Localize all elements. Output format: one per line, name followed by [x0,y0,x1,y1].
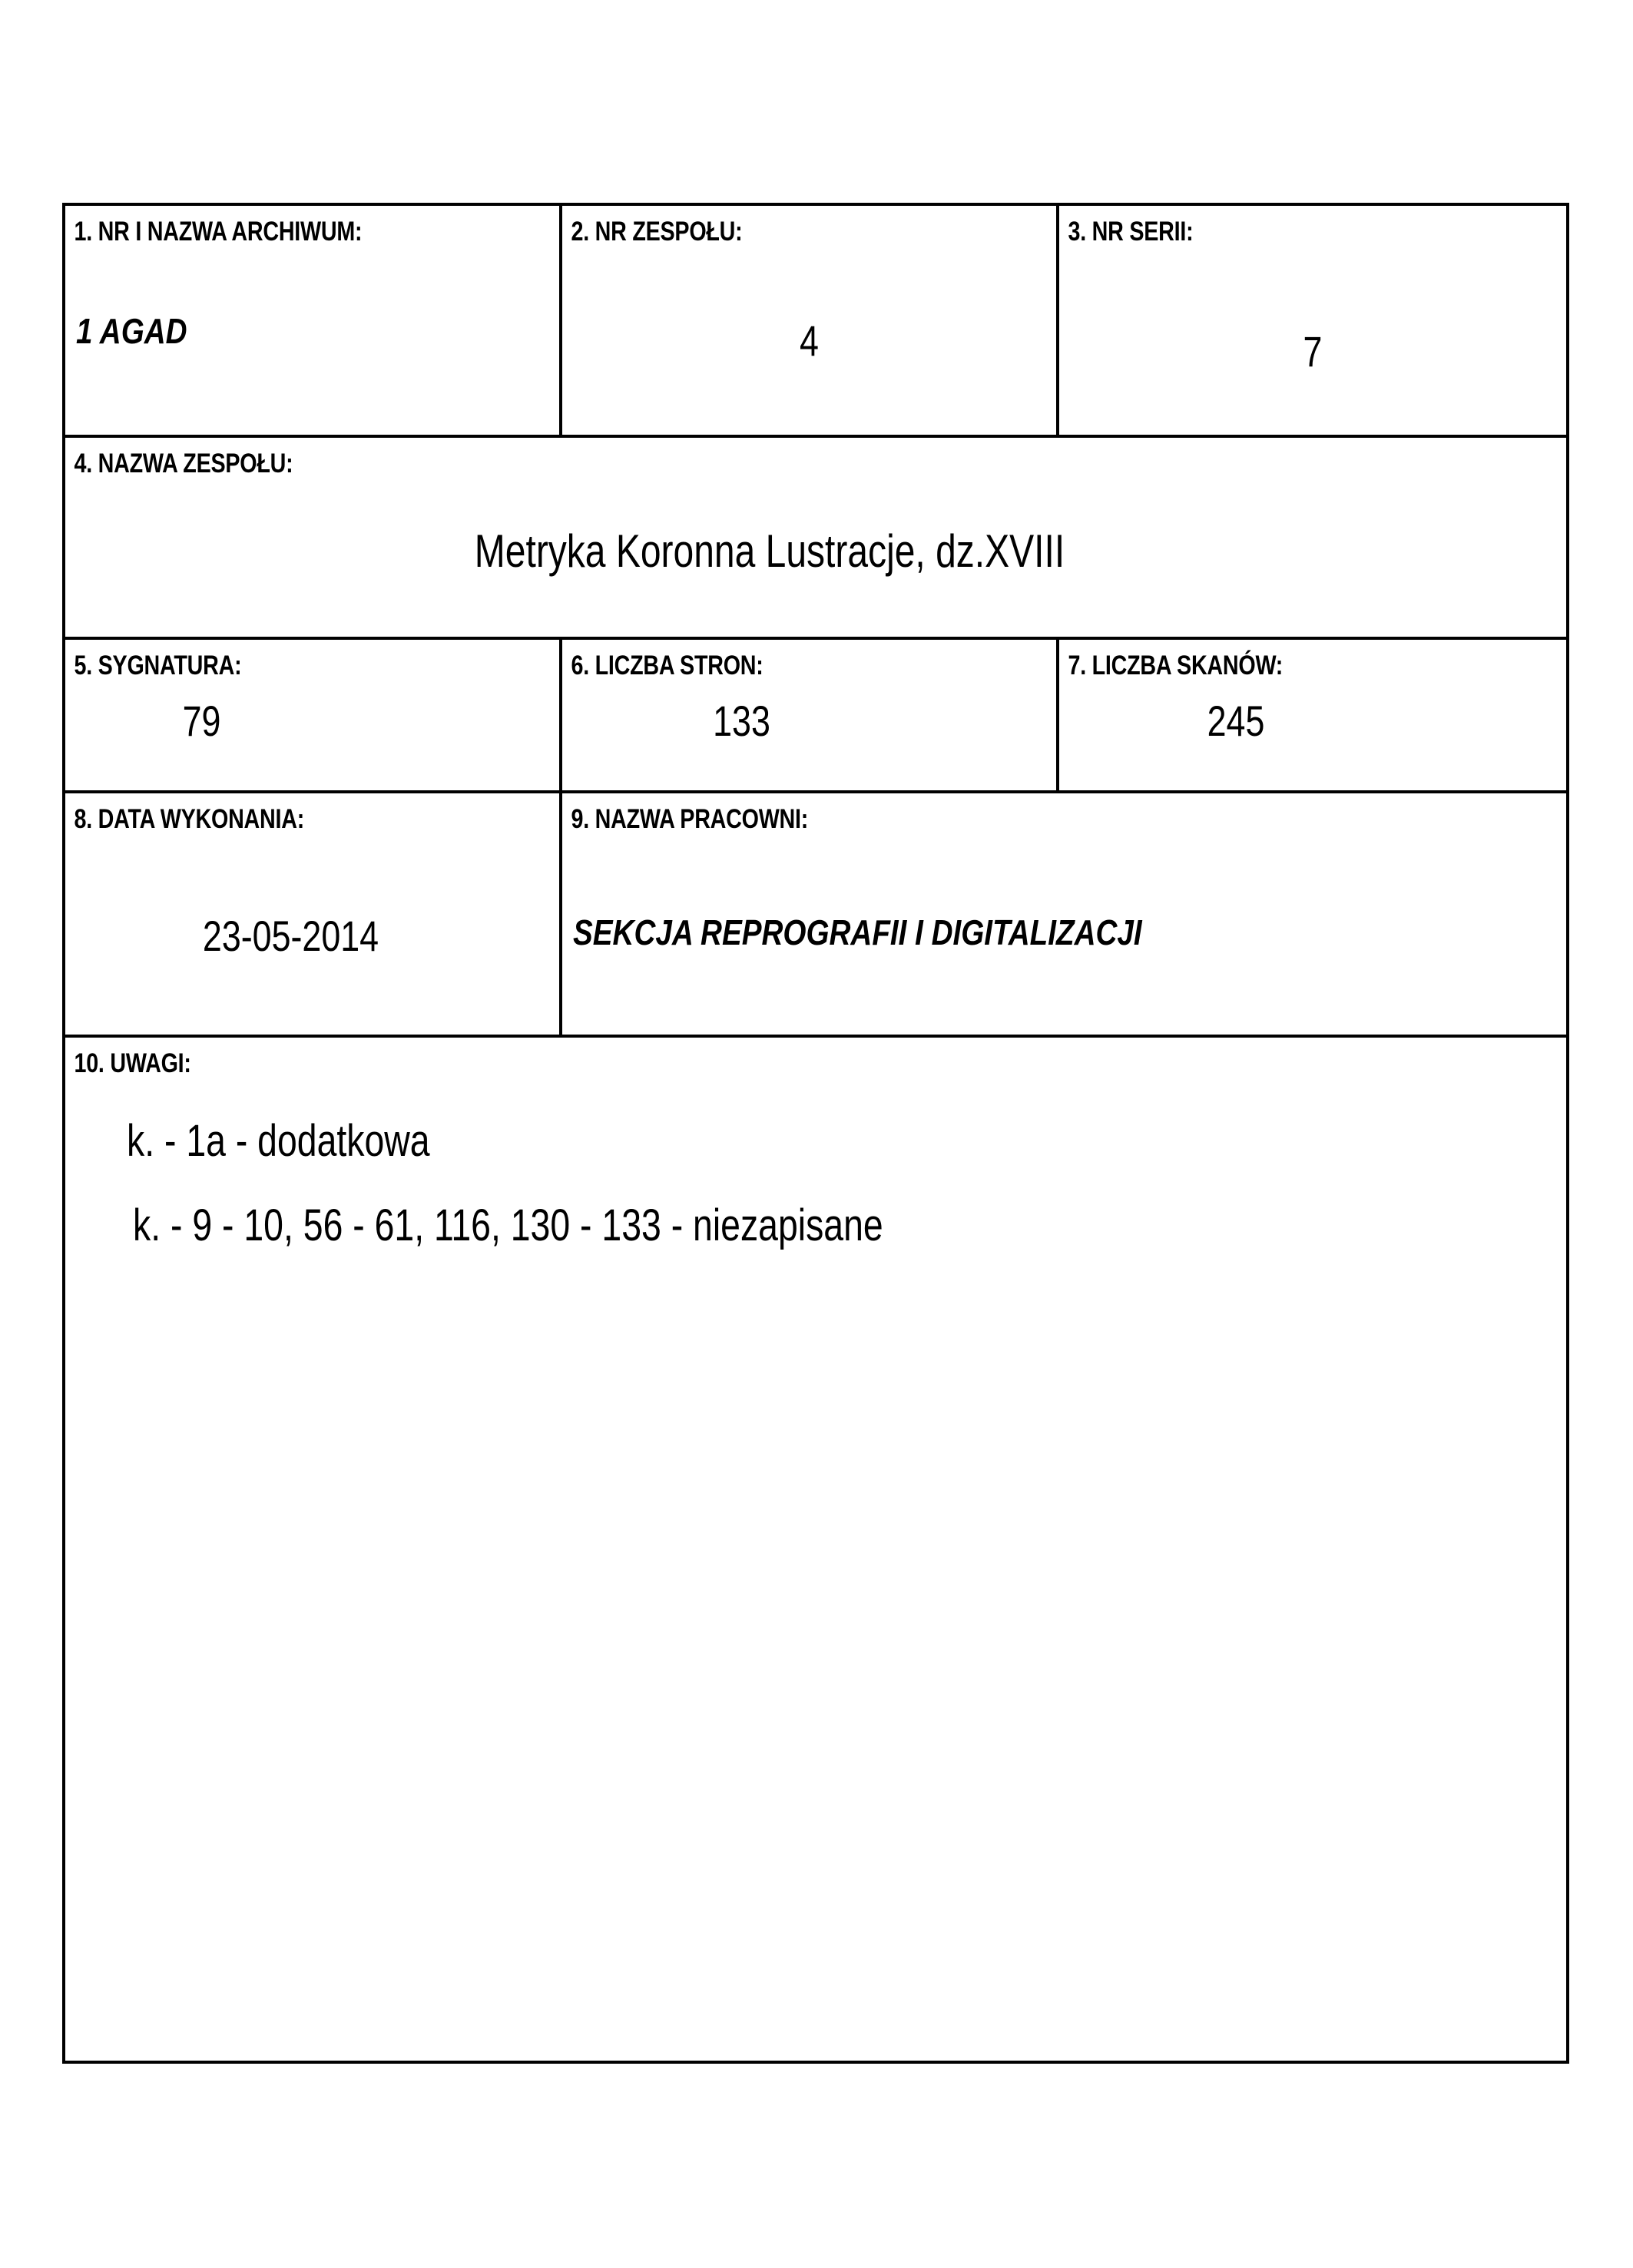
uwagi-list [65,1116,1566,1288]
field-label-nr-zespolu: 2. NR ZESPOŁU: [571,217,743,247]
field-label-liczba-stron: 6. LICZBA STRON: [571,651,764,680]
table-row [65,1038,1566,2061]
cell-liczba-skanow [1059,640,1566,790]
field-label-data-wykonania: 8. DATA WYKONANIA: [74,804,305,834]
field-value-nazwa-pracowni: SEKCJA REPROGRAFII I DIGITALIZACJI [573,912,1142,952]
field-value-data-wykonania: 23-05-2014 [202,912,379,960]
cell-uwagi [65,1038,1566,2061]
field-label-uwagi: 10. UWAGI: [74,1048,191,1078]
cell-nazwa-zespolu [65,438,1566,637]
field-label-nazwa-pracowni: 9. NAZWA PRACOWNI: [571,804,809,834]
field-value-nr-serii: 7 [1303,327,1323,376]
table-row [65,438,1566,640]
uwagi-line: k. - 1a - dodatkowa [127,1116,430,1166]
field-label-archiwum: 1. NR I NAZWA ARCHIWUM: [74,217,363,247]
table-row [65,793,1566,1038]
cell-data-wykonania [65,793,562,1035]
cell-nr-i-nazwa-archiwum [65,206,562,435]
cell-nazwa-pracowni [562,793,1566,1035]
field-value-liczba-stron: 133 [713,697,770,745]
uwagi-line: k. - 9 - 10, 56 - 61, 116, 130 - 133 - niezapisane [133,1200,883,1250]
field-value-nazwa-zespolu: Metryka Koronna Lustracje, dz.XVIII [474,525,1065,577]
field-label-nr-serii: 3. NR SERII: [1068,217,1194,247]
cell-liczba-stron [562,640,1059,790]
field-label-sygnatura: 5. SYGNATURA: [74,651,242,680]
field-value-liczba-skanow: 245 [1207,697,1265,745]
cell-sygnatura [65,640,562,790]
cell-nr-serii [1059,206,1566,435]
table-row [65,640,1566,793]
cell-nr-zespolu [562,206,1059,435]
field-value-sygnatura: 79 [182,697,221,745]
field-label-nazwa-zespolu: 4. NAZWA ZESPOŁU: [74,449,293,478]
field-value-nr-zespolu: 4 [800,316,819,365]
field-value-archiwum: 1 AGAD [76,311,187,351]
metadata-table [62,203,1569,2064]
field-label-liczba-skanow: 7. LICZBA SKANÓW: [1068,651,1284,680]
table-row [65,206,1566,438]
